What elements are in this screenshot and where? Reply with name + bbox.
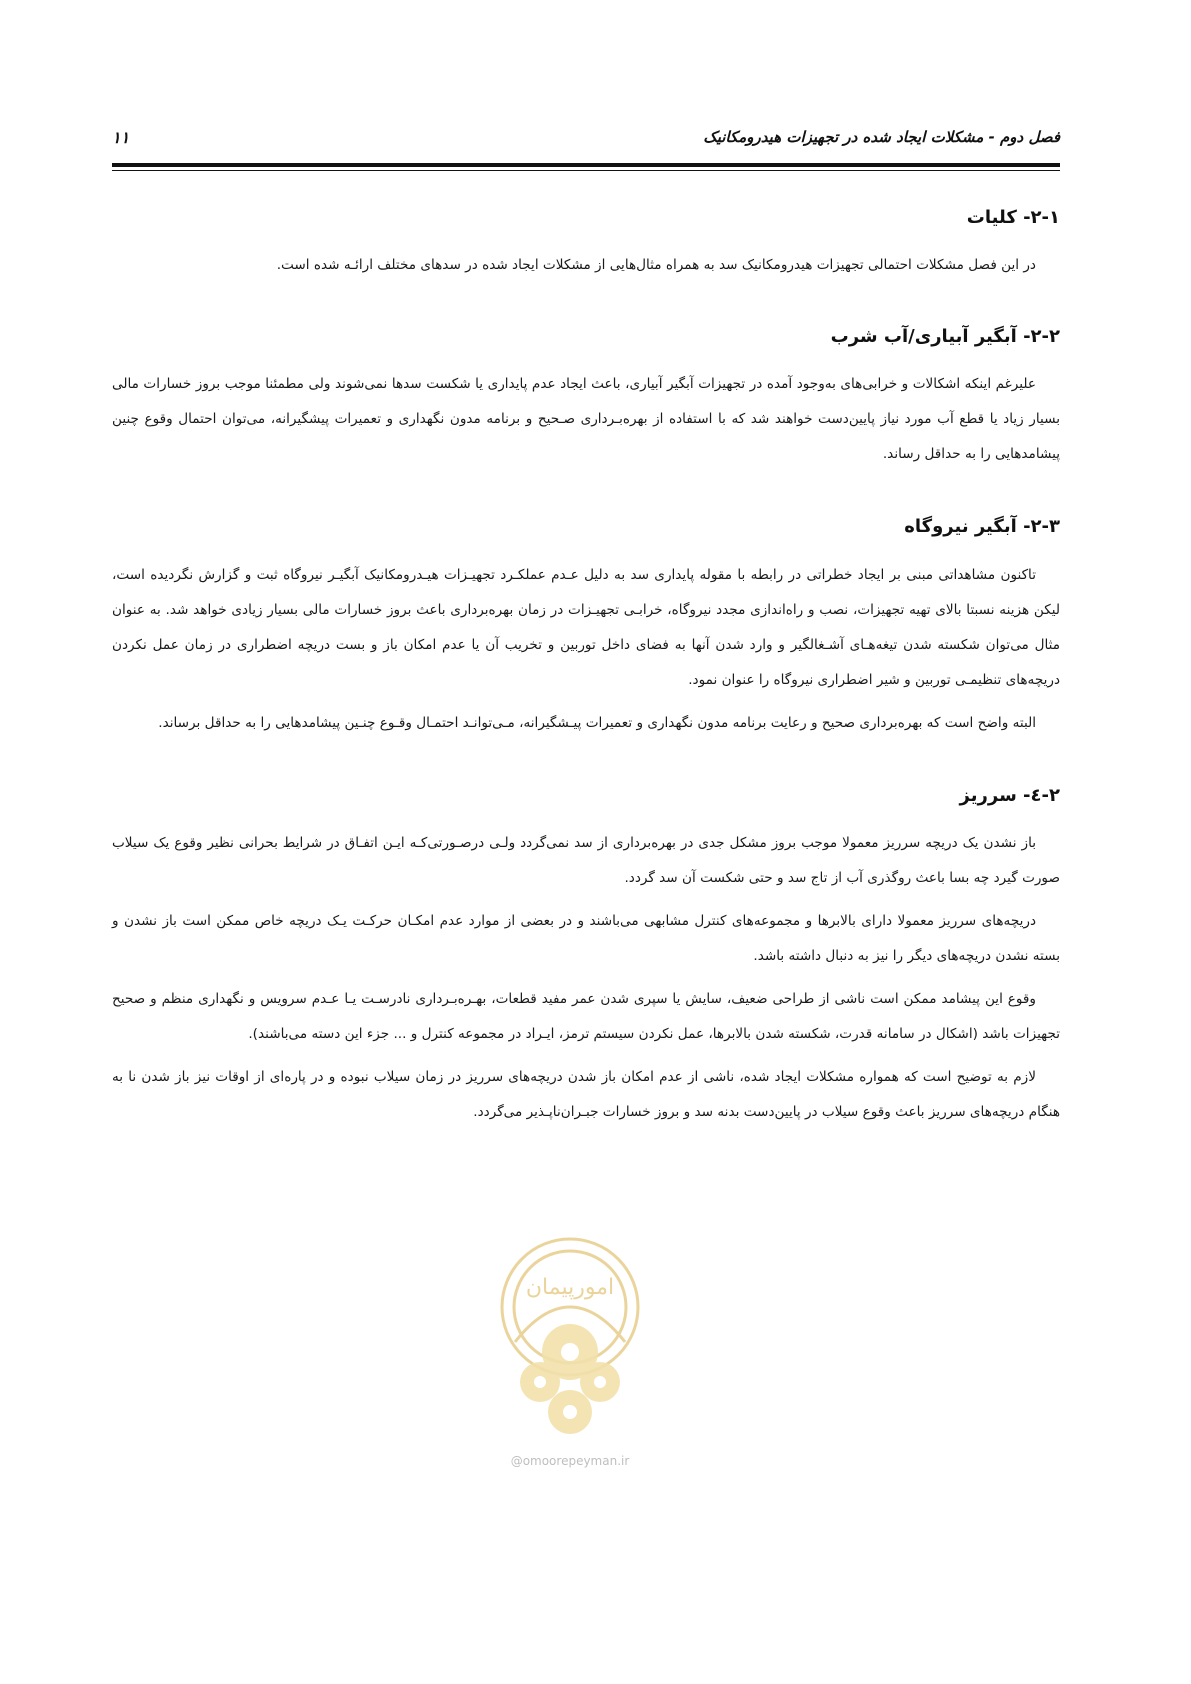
paragraph: دریچه‌های سرریز معمولا دارای بالابرها و مجموعه‌های کنترل مشابهی می‌باشند و در بعضی از موارد عدم امکـان حرکـت یـک دریچه خاص ممکن است باز نشدن و بسته نشدن دریچه‌های دیگر را نیز به دنبال داشته باشد. — [112, 912, 1060, 964]
paragraph: لازم به توضیح است که همواره مشکلات ایجاد شده، ناشی از عدم امکان باز شدن دریچه‌های سرریز در زمان سیلاب نبوده و در پاره‌ای از اوقات نیز باز شدن نا به هنگام دریچه‌های سرریز باعث وقوع سیلاب در پایین‌دست بدنه سد و بروز خسارات جبـران‌ناپـذیر می‌گردد. — [112, 1068, 1060, 1120]
section-heading: ۲-٤- سرریز — [959, 784, 1060, 806]
section-heading: ۲-۲- آبگیر آبیاری/آب شرب — [830, 326, 1060, 348]
body-content — [112, 205, 1060, 1138]
paragraph: علیرغم اینکه اشکالات و خرابی‌های به‌وجود آمده در تجهیزات آبگیر آبیاری، باعث ایجاد عدم پایداری یا شکست سدها نمی‌شوند ولی مطمئنا موجب بروز خسارات مالی بسیار زیاد یا قطع آب مورد نیاز پایین‌دست خواهند شد که با استفاده از بهره‌بـرداری صـحیح و برنامه مدون نگهداری و تعمیرات پیشگیرانه، می‌توان احتمال وقوع چنین پیشامدهایی را به حداقل رساند. — [112, 376, 1060, 463]
section-irrigation-intake — [112, 324, 1060, 472]
watermark-logo-text: امورپیمان — [525, 1275, 615, 1300]
section-generalities — [112, 205, 1060, 283]
header-rule — [112, 163, 1060, 167]
watermark — [495, 1232, 645, 1472]
paragraph: باز نشدن یک دریچه سرریز معمولا موجب بروز مشکل جدی در بهره‌برداری از سد نمی‌گردد ولـی درصـورتی‌کـه ایـن اتفـاق در شرایط بحرانی نظیر وقوع یک سیلاب صورت گیرد چه بسا باعث روگذری آب از تاج سد و حتی شکست آن سد گردد. — [112, 834, 1060, 886]
paragraph: در این فصل مشکلات احتمالی تجهیزات هیدرومکانیک سد به همراه مثال‌هایی از مشکلات ایجاد شده در سدهای مختلف ارائـه شده است. — [276, 257, 1036, 274]
watermark-logo-icon — [495, 1232, 645, 1452]
paragraph: البته واضح است که بهره‌برداری صحیح و رعایت برنامه مدون نگهداری و تعمیرات پیـشگیرانه، مـی‌توانـد احتمـال وقـوع چنـین پیشامدهایی را به حداقل برساند. — [158, 714, 1036, 731]
chapter-title: فصل دوم - مشکلات ایجاد شده در تجهیزات هیدرومکانیک — [703, 128, 1060, 146]
running-header — [112, 128, 1060, 162]
paragraph: تاکنون مشاهداتی مبنی بر ایجاد خطراتی در رابطه با مقوله پایداری سد به دلیل عـدم عملکـرد تجهیـزات هیـدرومکانیک آبگیـر نیروگاه ثبت و گزارش نگردیده است، لیکن هزینه نسبتا بالای تهیه تجهیزات، نصب و راه‌اندازی مجدد نیروگاه، خرابـی تجهیـزات در زمان بهره‌برداری باعث بروز خسارات مالی بسیار زیادی خواهد شد. به عنوان مثال می‌توان شکسته شدن تیغه‌هـای آشـغالگیر و وارد شدن آنها به فضای داخل توربین و تخریب آن یا عدم امکان باز و بست دریچه اضطراری در زمان عمل نکردن دریچه‌های تنظیمـی توربین و شیر اضطراری نیروگاه را عنوان نمود. — [112, 566, 1060, 688]
paragraph: وقوع این پیشامد ممکن است ناشی از طراحی ضعیف، سایش یا سپری شدن عمر مفید قطعات، بهـره‌بـرداری نادرسـت یـا عـدم سرویس و نگهداری منظم و صحیح تجهیزات باشد (اشکال در سامانه قدرت، شکسته شدن بالابرها، عمل نکردن سیستم ترمز، ایـراد در مجموعه کنترل و ... جزء این دسته می‌باشند). — [112, 990, 1060, 1042]
section-heading: ۲-۱- کلیات — [966, 207, 1060, 228]
section-powerplant-intake — [112, 514, 1060, 740]
page-number: ۱۱ — [112, 128, 130, 147]
section-spillway — [112, 783, 1060, 1130]
watermark-url: @omoorepeyman.ir — [510, 1454, 630, 1468]
header-rule-thin — [112, 170, 1060, 171]
section-heading: ۲-۳- آبگیر نیروگاه — [904, 516, 1060, 538]
